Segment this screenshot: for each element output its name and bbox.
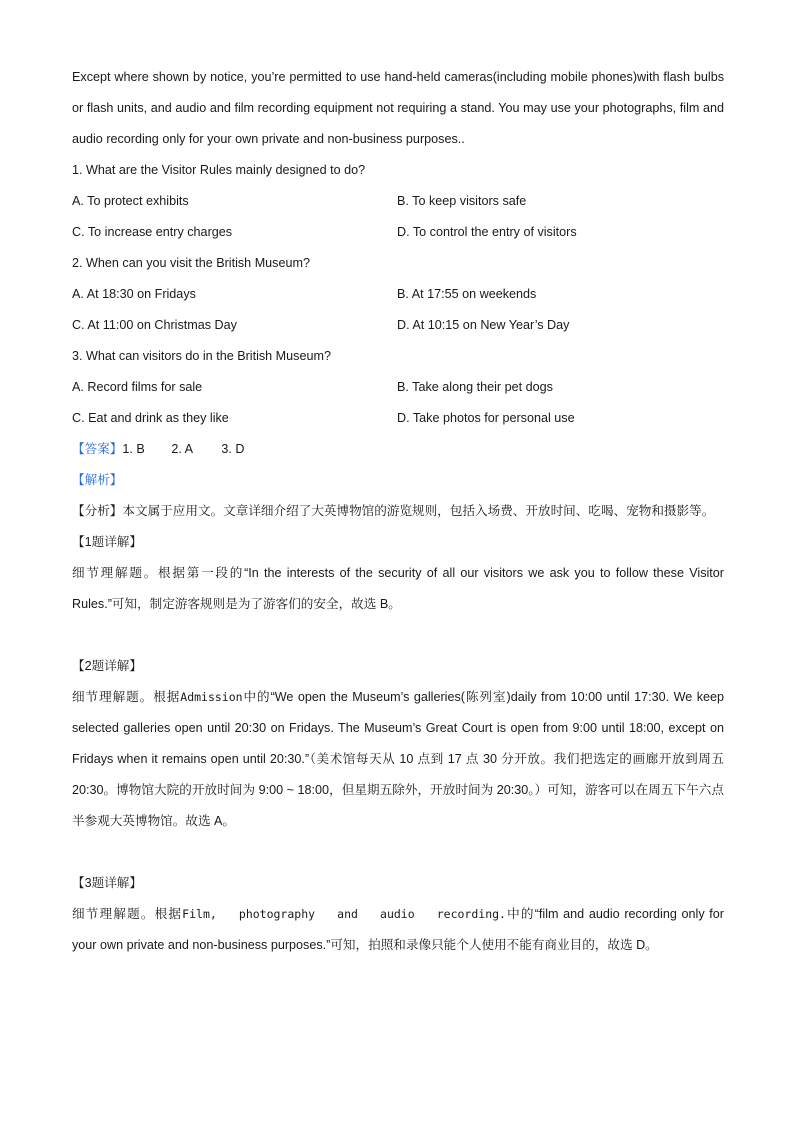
analysis-tag: 【解析】 [72,473,123,487]
options-row [72,186,724,217]
options-row [72,310,724,341]
option-2b: B. At 17:55 on weekends [397,287,537,301]
detail-lead: 细节理解题。根据 [72,690,181,704]
question-stem-2: 2. When can you visit the British Museum? [72,256,310,270]
option-3c: C. Eat and drink as they like [72,411,229,425]
detail-keyword: Admission [180,690,243,704]
detail-paragraph-2 [72,682,724,837]
answer-item-3: 3. D [221,442,245,456]
options-row [72,372,724,403]
question-stem-1: 1. What are the Visitor Rules mainly designed to do? [72,163,366,177]
option-1c: C. To increase entry charges [72,225,233,239]
detail-text: 中的“film and audio recording only for your own private and non-business purposes.”可知，拍照和录像只能个人使用不能有商业目的，故选 D。 [72,907,724,952]
option-2d: D. At 10:15 on New Year’s Day [397,318,570,332]
overview-tag: 【分析】 [72,504,123,518]
options-row [72,217,724,248]
detail-heading-3: 【3题详解】 [72,876,142,890]
analysis-heading [72,465,724,496]
detail-paragraph-1: 细节理解题。根据第一段的“In the interests of the security of all our visitors we ask you to follow these Visitor Rules.”可知，制定游客规则是为了游客们的安全，故选 B。 [72,566,724,611]
answer-item-1: 1. B [122,442,145,456]
answer-line [72,434,724,465]
detail-heading-1: 【1题详解】 [72,535,142,549]
detail-lead: 细节理解题。根据 [72,907,183,921]
option-2a: A. At 18:30 on Fridays [72,287,196,301]
option-1d: D. To control the entry of visitors [397,225,577,239]
question-stem-3: 3. What can visitors do in the British Museum? [72,349,331,363]
passage-paragraph: Except where shown by notice, you’re permitted to use hand-held cameras(including mobile phones)with flash bulbs or flash units, and audio and film recording equipment not requiring a stand. You may use your photographs, film and audio recording only for your own private and non-business purposes.. [72,70,724,146]
overview-text: 本文属于应用文。文章详细介绍了大英博物馆的游览规则，包括入场费、开放时间、吃喝、宠物和摄影等。 [122,504,715,518]
detail-keyword: Film, photography and audio recording. [182,907,506,921]
option-1b: B. To keep visitors safe [397,194,527,208]
spacer [72,620,724,651]
document-page [72,62,724,961]
options-row [72,403,724,434]
options-row [72,279,724,310]
detail-paragraph-3 [72,899,724,961]
overview-paragraph [72,496,724,527]
spacer [72,837,724,868]
detail-heading-2: 【2题详解】 [72,659,142,673]
option-3b: B. Take along their pet dogs [397,380,553,394]
option-1a: A. To protect exhibits [72,194,189,208]
option-2c: C. At 11:00 on Christmas Day [72,318,237,332]
option-3a: A. Record films for sale [72,380,203,394]
detail-text: 中的“We open the Museum’s galleries(陈列室)daily from 10:00 until 17:30. We keep selected galleries open until 20:30 on Fridays. The Museum’s Great Court is open from 9:00 until 18:00, except on Fridays when it remains open until 20:30.”（美术馆每天从 10 点到 17 点 30 分开放。我们把选定的画廊开放到周五 20:30。博物馆大院的开放时间为 9:00 ~ 18:00，但星期五除外，开放时间为 20:30。）可知，游客可以在周五下午六点半参观大英博物馆。故选 A。 [72,690,725,828]
answer-item-2: 2. A [171,442,194,456]
option-3d: D. Take photos for personal use [397,411,575,425]
answer-tag: 【答案】 [72,442,123,456]
